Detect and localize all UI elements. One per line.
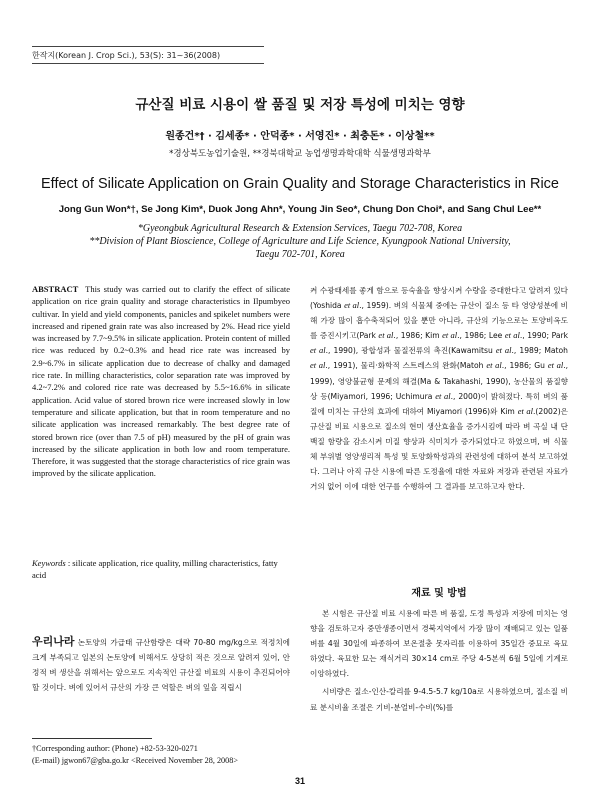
abstract — [32, 283, 290, 480]
abstract-label: ABSTRACT — [32, 284, 79, 294]
affiliation-line-2: **Division of Plant Bioscience, College of Agriculture and Life Science, Kyungpook National University, — [89, 236, 511, 247]
keywords-label: Keywords — [32, 558, 66, 568]
keywords-text: : silicate application, rice quality, milling characteristics, fatty acid — [32, 558, 278, 580]
footnote — [32, 743, 294, 767]
english-authors: Jong Gun Won*†, Se Jong Kim*, Duok Jong Ahn*, Young Jin Seo*, Chung Don Choi*, and Sang Chul Lee** — [58, 204, 542, 215]
korean-affiliation: *경상북도농업기술원, **경북대학교 농업생명과학대학 식물생명과학부 — [169, 149, 431, 159]
methods-paragraph-1: 본 시험은 규산질 비료 시용에 따른 벼 품질, 도정 특성과 저장에 미치는 영향을 검토하고자 중만생종이면서 경북지역에서 가장 많이 재배되고 있는 일품벼를 4월 30일에 파종하여 보온절충 못자리를 이용하여 35일간 중묘로 육묘하였다. 육묘한 묘는 재식거리 30×14 cm로 주당 4-5본씩 6월 5일에 기계로 이앙하였다. — [310, 609, 568, 679]
journal-citation: 한작지(Korean J. Crop Sci.), 53(S): 31~36(2008) — [32, 49, 264, 64]
methods-body — [310, 606, 568, 718]
footnote-email-received: (E-mail) jgwon67@gba.go.kr <Received November 28, 2008> — [32, 756, 238, 765]
korean-authors: 원종건*† · 김세종* · 안덕종* · 서영진* · 최충돈* · 이상철** — [165, 131, 435, 142]
footnote-corresponding: †Corresponding author: (Phone) +82-53-320-0271 — [32, 744, 198, 753]
english-title: Effect of Silicate Application on Grain Quality and Storage Characteristics in Rice — [41, 176, 559, 192]
affiliation-line-1: *Gyeongbuk Agricultural Research & Extension Services, Taegu 702-708, Korea — [137, 223, 463, 234]
introduction-continued: 켜 수광태세를 좋게 함으로 등숙율을 향상시켜 수량을 증대한다고 알려져 있다(Yoshida et al., 1959). 벼의 식물체 중에는 규산이 질소 등 타 영양성분에 비해 가장 많이 흡수축적되어 있을 뿐만 아니라, 규산의 기능으로는 토양비옥도를 증진시키고(Park et al., 1986; Kim et al., 1986; Lee et al., 1990; Park et al., 1990), 광합성과 물질전류의 촉진(Kawamitsu et al., 1989; Matoh et al., 1991), 물리·화학적 스트레스의 완화(Matoh et al., 1986; Gu et al., 1999), 영양불균형 문제의 해결(Ma & Takahashi, 1990), 농산물의 품질향상 등(Miyamori, 1996; Uchimura et al., 2000)이 밝혀졌다. 특히 벼의 품질에 미치는 규산의 효과에 대하여 Miyamori (1996)와 Kim et al.(2002)은 규산질 비료 시용으로 질소의 현미 생산효율을 증가시킴에 따라 벼 곡실 내 단백질 함량을 감소시켜 미질 향상과 식미치가 증가되었다고 하였으며, 벼 식물체 부위별 영양생리적 특성 및 토양화학성과의 관련성에 대하여 분석 보고하였다. 그러나 아직 규산 시용에 따른 도정율에 대한 자료와 저장과 관련된 자료가 거의 없어 이에 대한 연구를 수행하여 그 결과를 보고하고자 한다. — [310, 286, 569, 492]
methods-heading: 재료 및 방법 — [411, 588, 467, 599]
affiliation-line-3: Taegu 702-701, Korea — [255, 249, 345, 260]
intro-lead: 우리나라 — [32, 635, 75, 648]
introduction — [32, 634, 290, 695]
keywords — [32, 557, 290, 581]
korean-title: 규산질 비료 시용이 쌀 품질 및 저장 특성에 미치는 영향 — [135, 97, 465, 113]
english-affiliation — [0, 222, 600, 261]
footnote-divider — [32, 738, 152, 739]
methods-paragraph-2: 시비량은 질소-인산-칼리를 9-4.5-5.7 kg/10a로 시용하였으며, 질소질 비료 분시비율 조절은 기비-분얼비-수비(%)를 — [310, 687, 568, 712]
intro-text: 논토양의 가급태 규산함량은 대략 70-80 mg/kg으로 적정치에 크게 부족되고 일본의 논토양에 비해서도 상당히 적은 것으로 알려져 있어, 안정적 벼 생산을 위해서는 앞으로도 지속적인 규산질 비료의 시용이 추진되어야 할 것이다. 벼에 있어서 규산의 가장 큰 역할은 벼의 잎을 직립시 — [32, 638, 290, 692]
page-number: 31 — [294, 776, 305, 786]
abstract-text: This study was carried out to clarify the effect of silicate application on rice grain quality and storage characteristics in Ilpumbyeo cultivar. In yield and yield components, panicles and spikelet numbers were increased and ripened grain rate was also increased by 2%. Head rice yield was increased by 7.7~9.5% in silicate application. Protein content of milled rice was reduced by 0.2~0.3% and head rice rate was increased by 2.9~6.7% in silicate application due to decrease of chalky and damaged rice rate. In milling characteristics, color separation rate was improved by 4.2~7.2% and colored rice rate was decreased by 5.5~16.6% in silicate application. Acid value of stored brown rice were increased slowly in low temperature and silicate application, but that in room temperature and no silicate application was increased remarkably. The best degree rate of stored brown rice (over than 7.5 of pH) measured by the pH of grain was increased by the silicate application in both low and room temperature. Therefore, it was suggested that the storage characteristics of rice grain was improved by the silicate application. — [32, 284, 291, 479]
